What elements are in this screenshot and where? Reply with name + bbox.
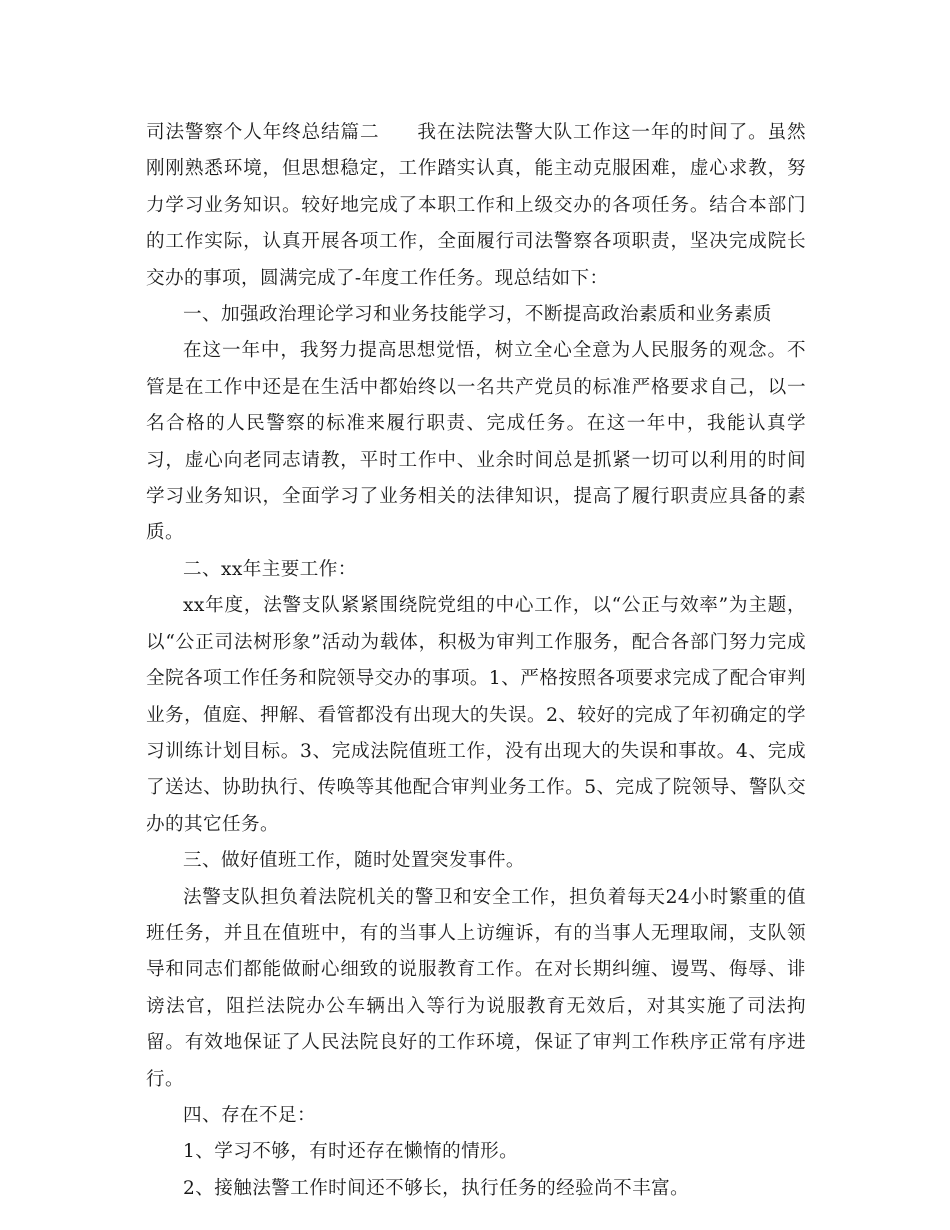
body-paragraph-1: 在这一年中，我努力提高思想觉悟，树立全心全意为人民服务的观念。不管是在工作中还是在生活中都始终以一名共产党员的标准严格要求自己，以一名合格的人民警察的标准来履行职责、完成任务。在这一年中，我能认真学习，虚心向老同志请教，平时工作中、业余时间总是抓紧一切可以利用的时间学习业务知识，全面学习了业务相关的法律知识，提高了履行职责应具备的素质。 [146, 340, 806, 544]
intro-text: 我在法院法警大队工作这一年的时间了。虽然刚刚熟悉环境，但思想稳定，工作踏实认真，能主动克服困难，虚心求教，努力学习业务知识。较好地完成了本职工作和上级交办的各项任务。结合本部门的工作实际，认真开展各项工作，全面履行司法警察各项职责，坚决完成院长交办的事项，圆满完成了-年度工作任务。现总结如下： [146, 122, 806, 289]
document-body [146, 115, 806, 1207]
list-item-2: 2、接触法警工作时间还不够长，执行任务的经验尚不丰富。 [183, 1177, 690, 1199]
body-paragraph-2: xx年度，法警支队紧紧围绕院党组的中心工作，以“公正与效率”为主题，以“公正司法树形象”活动为载体，积极为审判工作服务，配合各部门努力完成全院各项工作任务和院领导交办的事项。1、严格按照各项要求完成了配合审判业务，值庭、押解、看管都没有出现大的失误。2、较好的完成了年初确定的学习训练计划目标。3、完成法院值班工作，没有出现大的失误和事故。4、完成了送达、协助执行、传唤等其他配合审判业务工作。5、完成了院领导、警队交办的其它任务。 [146, 595, 806, 835]
section-heading-1: 一、加强政治理论学习和业务技能学习，不断提高政治素质和业务素质 [183, 304, 772, 326]
section-heading-2: 二、xx年主要工作： [183, 558, 357, 580]
section-heading-3: 三、做好值班工作，随时处置突发事件。 [183, 850, 525, 872]
opening-paragraph [146, 115, 806, 297]
section-heading-4: 四、存在不足： [183, 1104, 316, 1126]
body-paragraph-3: 法警支队担负着法院机关的警卫和安全工作，担负着每天24小时繁重的值班任务，并且在值班中，有的当事人上访缠诉，有的当事人无理取闹，支队领导和同志们都能做耐心细致的说服教育工作。在对长期纠缠、谩骂、侮辱、诽谤法官，阻拦法院办公车辆出入等行为说服教育无效后，对其实施了司法拘留。有效地保证了人民法院良好的工作环境，保证了审判工作秩序正常有序进行。 [146, 886, 806, 1090]
document-title: 司法警察个人年终总结篇二 [146, 122, 380, 143]
list-item-1: 1、学习不够，有时还存在懒惰的情形。 [183, 1141, 519, 1163]
